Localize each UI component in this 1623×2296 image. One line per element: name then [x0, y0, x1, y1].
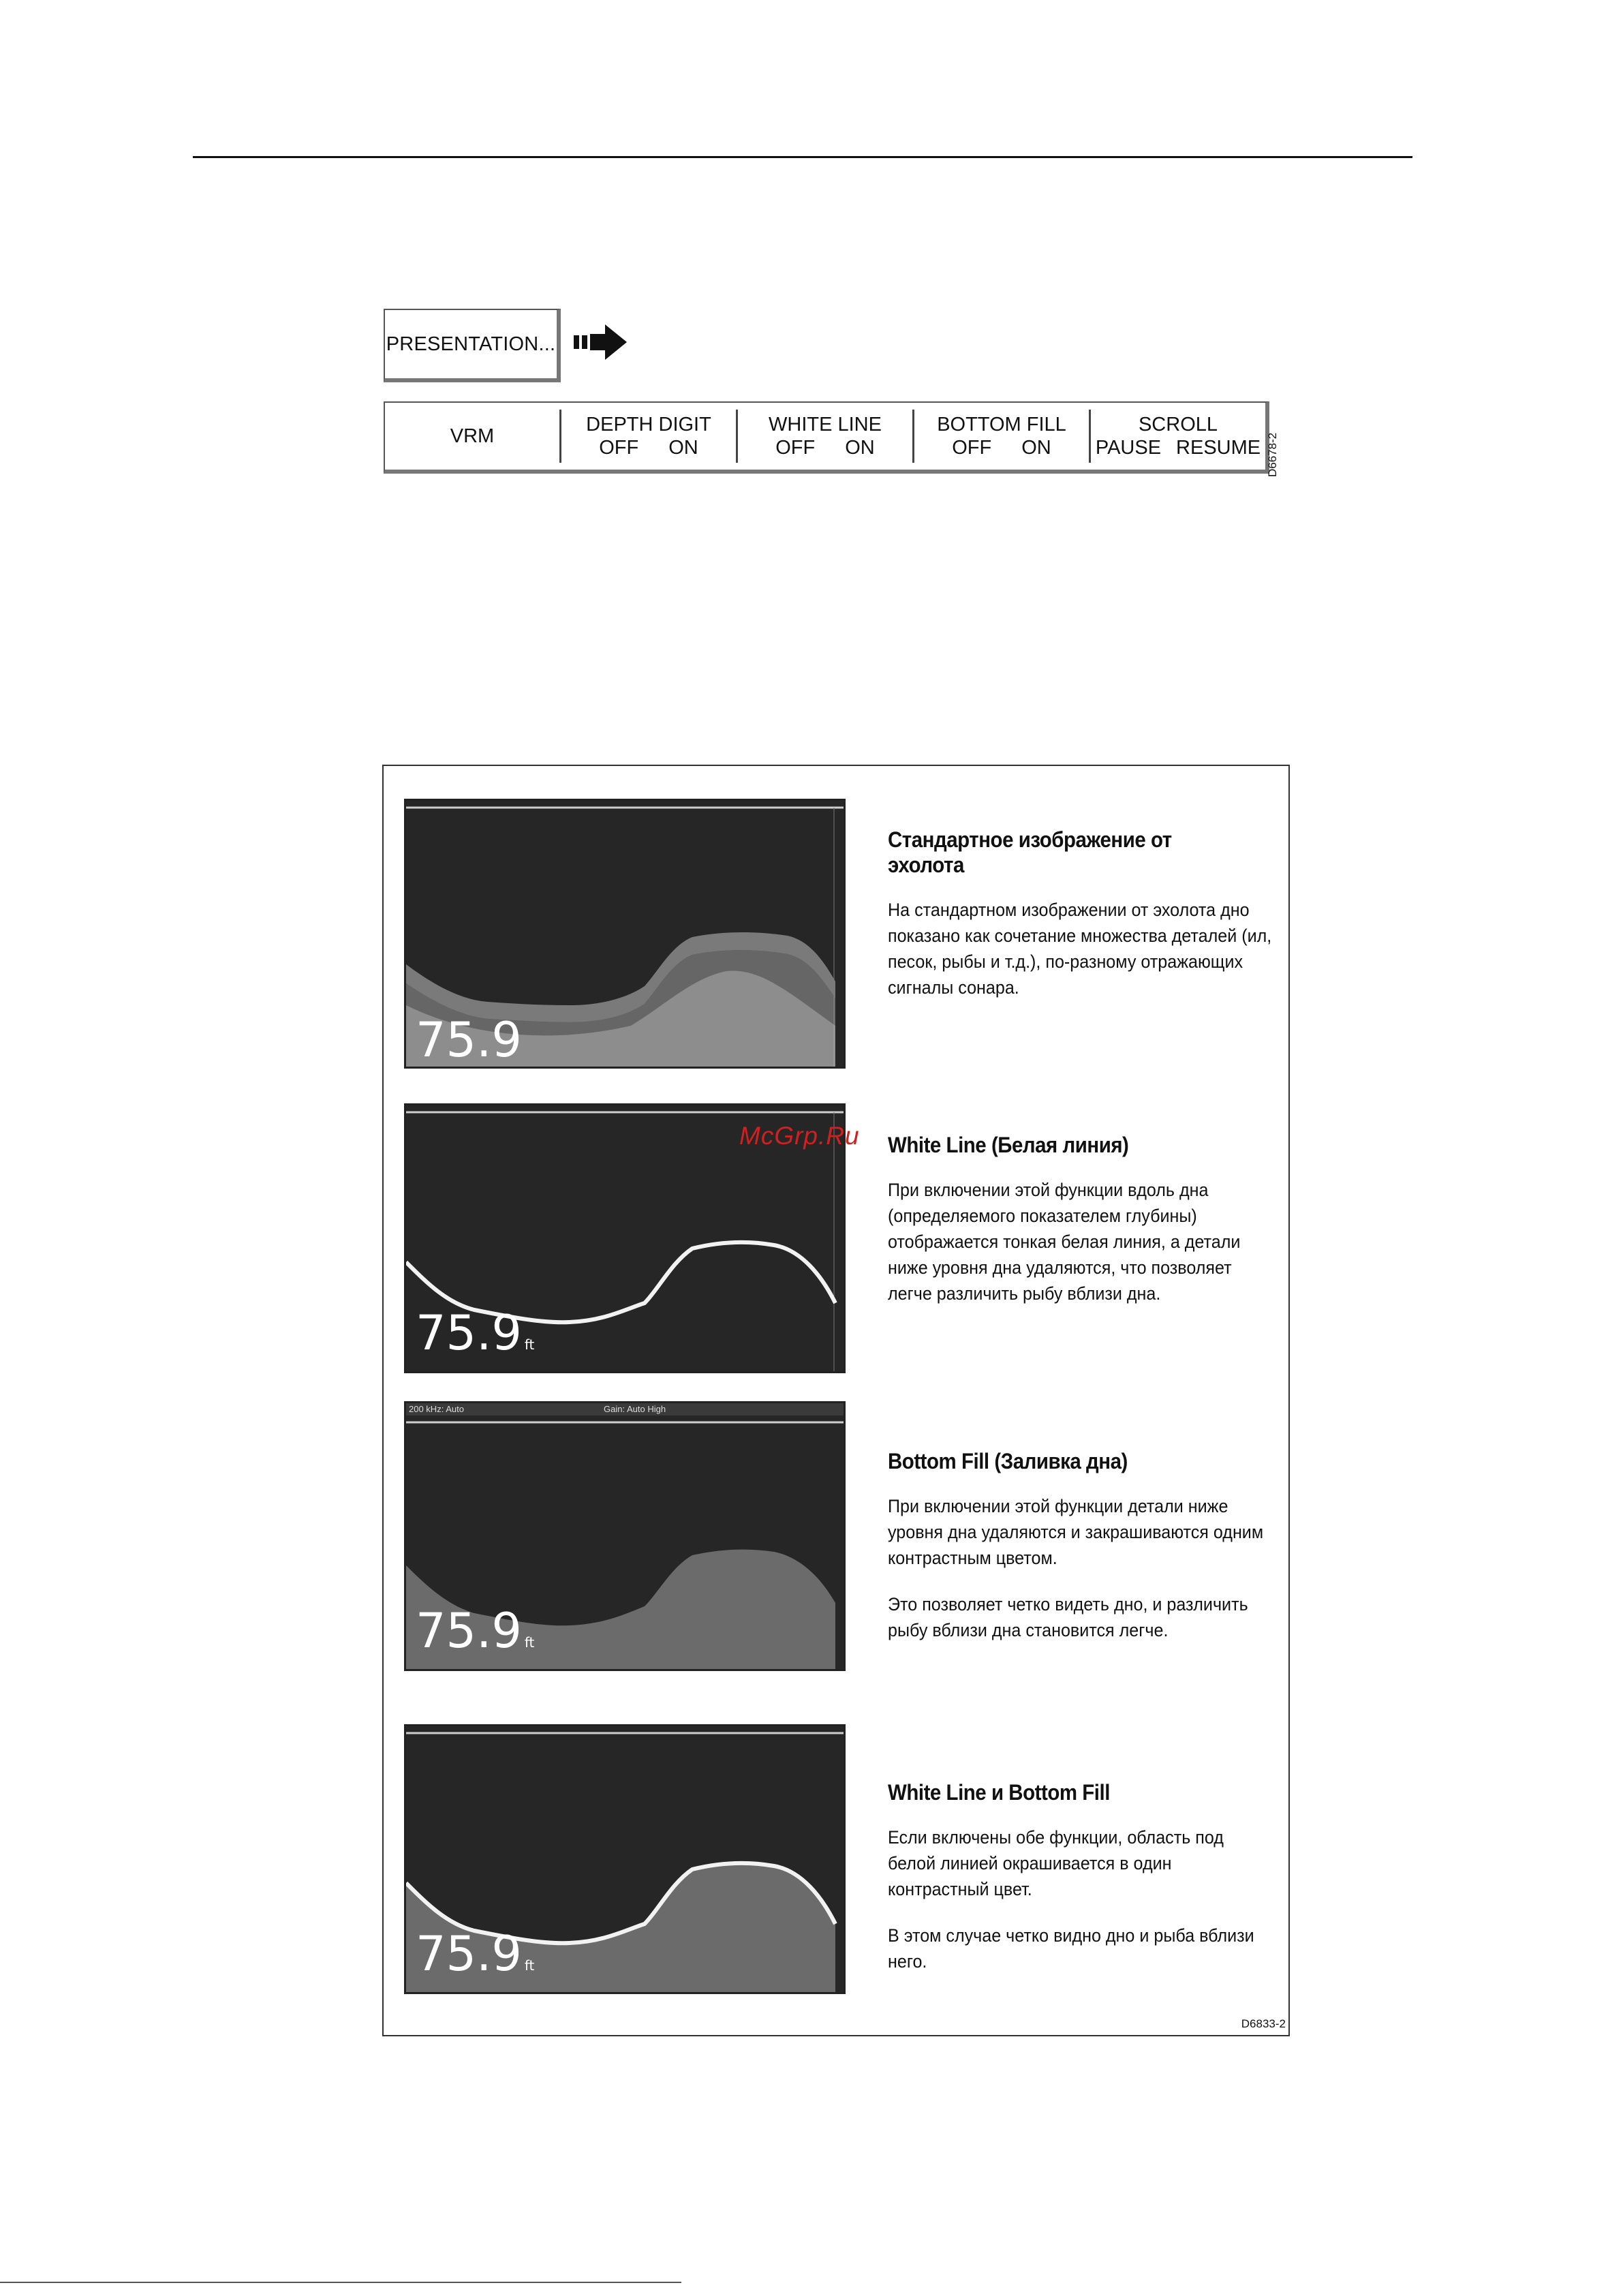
- paragraph-standard: На стандартном изображении от эхолота дно показано как сочетание множества деталей (ил, песок, рыбы и т.д.), по-разному отражающих сигналы сонара.: [888, 900, 1272, 998]
- scroll-softkey[interactable]: [1091, 410, 1265, 463]
- figure-code-bottom: D6833-2: [1241, 2017, 1286, 2030]
- bottom-fill-label: BOTTOM FILL: [937, 414, 1066, 435]
- top-rule: [193, 156, 1412, 158]
- title-combined: White Line и Bottom Fill: [888, 1780, 1110, 1805]
- vrm-softkey[interactable]: [385, 410, 561, 463]
- white-line-on: ON: [845, 437, 875, 459]
- depth-readout: 75.9 ft: [416, 1926, 535, 1982]
- white-line-off: OFF: [775, 437, 816, 459]
- vrm-label: VRM: [450, 425, 495, 447]
- white-line-softkey[interactable]: [738, 410, 914, 463]
- title-bottom-fill: Bottom Fill (Заливка дна): [888, 1449, 1128, 1473]
- scroll-pause: PAUSE: [1095, 437, 1162, 459]
- comparison-panel: [382, 765, 1290, 2036]
- sonar-screen-bottom-fill: [404, 1401, 846, 1671]
- text-bottom-fill: [888, 1449, 1276, 1664]
- depth-digit-on: ON: [668, 437, 698, 459]
- text-standard: [888, 827, 1276, 1021]
- bottom-fill-softkey[interactable]: [914, 410, 1091, 463]
- paragraph-combined-2: В этом случае четко видно дно и рыба вблизи него.: [888, 1925, 1254, 1972]
- depth-digit-label: DEPTH DIGIT: [586, 414, 711, 435]
- scroll-label: SCROLL: [1138, 414, 1218, 435]
- depth-readout: 75.9 ft: [416, 1305, 535, 1361]
- depth-digit-softkey[interactable]: [561, 410, 738, 463]
- paragraph-bottom-fill-1: При включении этой функции детали ниже уровня дна удаляются и закрашиваются одним контрастным цветом.: [888, 1496, 1264, 1568]
- scroll-resume: RESUME: [1176, 437, 1261, 459]
- depth-readout: 75.9: [416, 1012, 522, 1068]
- sonar-screen-white-line-bottom-fill: [404, 1724, 846, 1994]
- bottom-rule: [0, 2282, 681, 2283]
- sonar-screen-standard: [404, 799, 846, 1069]
- paragraph-white-line: При включении этой функции вдоль дна (определяемого показателем глубины) отображается тонкая белая линия, а детали ниже уровня дна удаляются, что позволяет легче различить рыбу вблизи дна.: [888, 1180, 1241, 1304]
- presentation-label: PRESENTATION...: [386, 333, 556, 355]
- depth-digit-off: OFF: [599, 437, 639, 459]
- status-header: [406, 1403, 844, 1415]
- paragraph-bottom-fill-2: Это позволяет четко видеть дно, и различить рыбу вблизи дна становится легче.: [888, 1594, 1248, 1640]
- white-line-label: WHITE LINE: [769, 414, 882, 435]
- presentation-softkey[interactable]: [384, 309, 561, 382]
- depth-readout: 75.9 ft: [416, 1603, 535, 1659]
- text-white-line: [888, 1133, 1276, 1327]
- arrow-right-icon: [574, 323, 628, 361]
- paragraph-combined-1: Если включены обе функции, область под белой линией окрашивается в один контрастный цвет.: [888, 1827, 1224, 1899]
- figure-code-top: D6678-2: [1266, 432, 1279, 477]
- bottom-fill-off: OFF: [952, 437, 992, 459]
- watermark: McGrp.Ru: [739, 1122, 860, 1150]
- title-white-line: White Line (Белая линия): [888, 1133, 1129, 1157]
- gain-status: Gain: Auto High: [604, 1404, 666, 1414]
- frequency-status: 200 kHz: Auto: [409, 1404, 464, 1414]
- bottom-fill-on: ON: [1021, 437, 1051, 459]
- softkey-bar: [384, 401, 1269, 474]
- title-standard: Стандартное изображение от эхолота: [888, 827, 1172, 877]
- text-combined: [888, 1780, 1276, 1995]
